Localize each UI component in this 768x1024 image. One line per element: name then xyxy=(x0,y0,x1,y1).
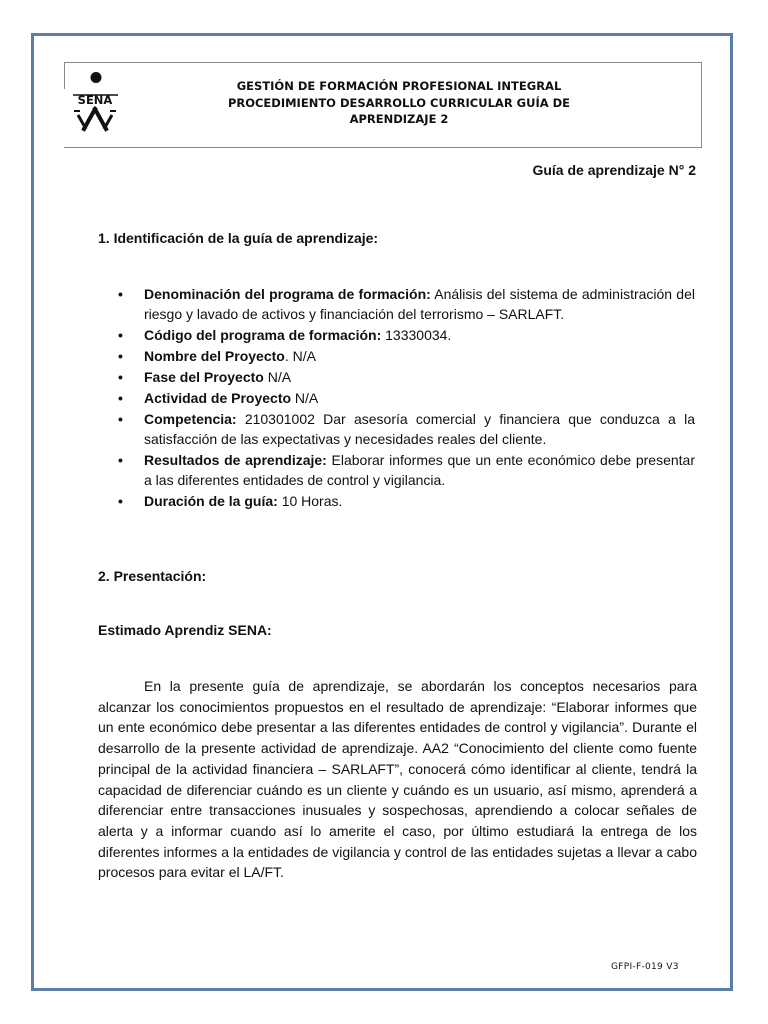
list-item: • Código del programa de formación: 13330034. xyxy=(118,327,452,343)
item-value: N/A xyxy=(263,369,292,385)
footer-form-code: GFPI-F-019 V3 xyxy=(611,962,679,972)
list-item: • Duración de la guía: 10 Horas. xyxy=(118,493,343,509)
item-label: Resultados de aprendizaje: xyxy=(144,452,327,468)
header-rule xyxy=(64,63,65,89)
item-label: Nombre del Proyecto xyxy=(144,348,285,364)
item-value: 210301002 Dar asesoría comercial y financiera que conduzca a la satisfacción de las expectativas y necesidades reales del cliente. xyxy=(144,411,695,447)
item-label: Código del programa de formación: xyxy=(144,327,382,343)
document-header xyxy=(64,62,702,148)
logo-wordmark: SENA xyxy=(77,93,113,107)
sena-logo-icon xyxy=(68,71,122,133)
item-value: 13330034. xyxy=(381,327,452,343)
item-label: Actividad de Proyecto xyxy=(144,390,292,406)
greeting: Estimado Aprendiz SENA: xyxy=(98,622,272,638)
section-1-heading: 1. Identificación de la guía de aprendizaje: xyxy=(98,230,379,246)
section-2-heading: 2. Presentación: xyxy=(98,568,207,584)
list-item: • Denominación del programa de formación: Análisis del sistema de administración del riesgo y lavado de activos y financiación del terrorismo – SARLAFT. xyxy=(118,286,695,322)
item-label: Competencia: xyxy=(144,411,237,427)
identification-list xyxy=(98,284,695,512)
list-item: • Competencia: 210301002 Dar asesoría comercial y financiera que conduzca a la satisfacción de las expectativas y necesidades reales del cliente. xyxy=(118,411,695,447)
item-label: Duración de la guía: xyxy=(144,493,278,509)
item-value: . N/A xyxy=(284,348,316,364)
list-item: • Fase del Proyecto N/A xyxy=(118,369,292,385)
header-title-line-1: GESTIÓN DE FORMACIÓN PROFESIONAL INTEGRAL xyxy=(236,79,562,93)
item-value: 10 Horas. xyxy=(277,493,343,509)
header-title-line-3: APRENDIZAJE 2 xyxy=(349,112,449,126)
item-value: N/A xyxy=(291,390,319,406)
item-value: Análisis del sistema de administración del riesgo y lavado de activos y financiación del terrorismo – SARLAFT. xyxy=(144,286,695,322)
item-value: Elaborar informes que un ente económico debe presentar a las diferentes entidades de control y vigilancia. xyxy=(144,452,695,488)
header-title-line-2: PROCEDIMIENTO DESARROLLO CURRICULAR GUÍA DE xyxy=(227,95,571,110)
item-label: Fase del Proyecto xyxy=(144,369,264,385)
list-item: • Nombre del Proyecto. N/A xyxy=(118,348,316,364)
list-item: • Resultados de aprendizaje: Elaborar informes que un ente económico debe presentar a las diferentes entidades de control y vigilancia. xyxy=(118,452,695,488)
presentation-paragraph: En la presente guía de aprendizaje, se abordarán los conceptos necesarios para alcanzar los conocimientos propuestos en el resultado de aprendizaje: “Elaborar informes que un ente económico debe presentar a las diferentes entidades de control y vigilancia”. Durante el desarrollo de la presente actividad de aprendizaje. AA2 “Conocimiento del cliente como fuente principal de la actividad financiera – SARLAFT”, conocerá cómo identificar al cliente, tendrá la capacidad de diferenciar cuándo es un cliente y cuándo es un usuario, así mismo, aprenderá a diferenciar entre transacciones inusuales y sospechosas, aprendiendo a colocar señales de alerta y a informar cuando así lo amerite el caso, por último estudiará la entrega de los diferentes informes a la entidades de vigilancia y control de las entidades sujetas a llevar a cabo procesos para evitar el LA/FT. xyxy=(98,678,697,881)
guide-number: Guía de aprendizaje N° 2 xyxy=(532,162,696,178)
list-item: • Actividad de Proyecto N/A xyxy=(118,390,319,406)
header-title xyxy=(164,78,634,128)
item-label: Denominación del programa de formación: xyxy=(144,286,431,302)
